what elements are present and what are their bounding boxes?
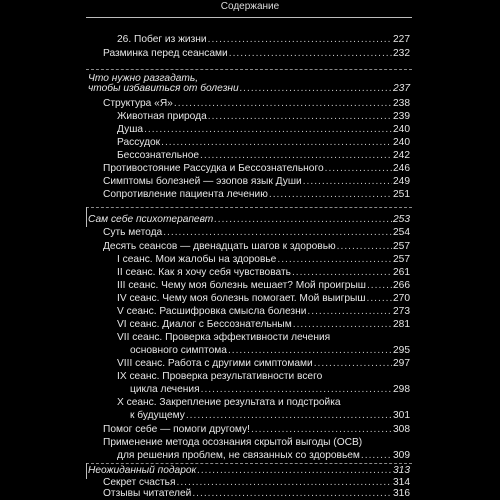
toc-page-number: 242	[393, 150, 410, 161]
toc-leader	[197, 465, 392, 477]
toc-page-number: 240	[393, 124, 410, 135]
toc-entry[interactable]	[117, 267, 410, 279]
toc-entry-title: для решения проблем, не связанных со здоровьем	[117, 450, 360, 461]
toc-page-number: 257	[393, 254, 410, 265]
toc-entry-title: Десять сеансов — двенадцать шагов к здоровью	[103, 241, 336, 252]
toc-entry-title: Душа	[117, 124, 144, 135]
toc-leader	[240, 83, 392, 95]
toc-page-number: 301	[393, 410, 410, 421]
toc-entry[interactable]	[103, 98, 410, 110]
toc-entry[interactable]	[117, 137, 410, 149]
toc-leader	[367, 280, 392, 292]
toc-entry[interactable]	[117, 358, 410, 370]
section-separator	[86, 207, 412, 208]
toc-leader	[251, 424, 392, 436]
section-bracket	[86, 207, 87, 227]
toc-page-number: 239	[393, 111, 410, 122]
toc-page-number: 308	[393, 424, 410, 435]
toc-entry-title: Разминка перед сеансами	[103, 48, 228, 59]
toc-entry[interactable]	[103, 163, 410, 175]
toc-entry[interactable]	[117, 150, 410, 162]
toc-entry-title: 26. Побег из жизни	[117, 34, 207, 45]
toc-entry[interactable]	[103, 424, 410, 436]
toc-leader	[367, 293, 393, 305]
toc-page-number: 295	[393, 345, 410, 356]
toc-leader	[192, 488, 392, 500]
toc-entry-title: Помог себе — помоги другому!	[103, 424, 250, 435]
toc-leader	[174, 98, 392, 110]
toc-page-number: 316	[393, 488, 410, 499]
toc-entry-title: Отзывы читателей	[103, 488, 192, 499]
toc-entry-title: Бессознательное	[117, 150, 200, 161]
toc-entry[interactable]	[103, 189, 410, 201]
toc-page-number: 237	[393, 83, 410, 94]
toc-leader	[361, 450, 392, 462]
toc-entry-title: VI сеанс. Диалог с Бессознательным	[117, 319, 292, 330]
toc-leader	[229, 48, 392, 60]
toc-entry[interactable]	[117, 450, 410, 462]
section-separator	[86, 69, 412, 70]
toc-leader	[277, 254, 392, 266]
toc-leader	[269, 189, 392, 201]
page-header: Содержание	[220, 1, 280, 12]
toc-entry-title: Животная природа	[117, 111, 207, 122]
toc-entry[interactable]	[117, 293, 410, 305]
toc-page-number: 314	[393, 477, 410, 488]
toc-entry[interactable]	[117, 34, 410, 46]
toc-page-number: 309	[393, 450, 410, 461]
toc-page-number: 240	[393, 137, 410, 148]
toc-entry-title: I сеанс. Мои жалобы на здоровье	[117, 254, 277, 265]
toc-page-number: 266	[393, 280, 410, 291]
section-title-row[interactable]	[88, 465, 410, 477]
toc-leader	[208, 111, 392, 123]
toc-entry-title[interactable]: IX сеанс. Проверка результативности всего	[117, 371, 323, 382]
toc-entry-title: Противостояние Рассудка и Бессознательного	[103, 163, 324, 174]
toc-leader	[337, 241, 392, 253]
toc-entry-title: II сеанс. Как я хочу себя чувствовать	[117, 267, 291, 278]
toc-leader	[293, 319, 392, 331]
toc-page-number: 246	[393, 163, 410, 174]
toc-entry-title: IV сеанс. Чему моя болезнь помогает. Мой выигрыш	[117, 293, 366, 304]
toc-leader	[314, 358, 392, 370]
toc-leader	[161, 137, 392, 149]
toc-page-number: 227	[393, 34, 410, 45]
toc-leader	[214, 214, 392, 226]
toc-leader	[201, 384, 392, 396]
toc-entry[interactable]	[103, 176, 410, 188]
toc-entry-title: III сеанс. Чему моя болезнь мешает? Мой проигрыш	[117, 280, 366, 291]
toc-entry-title: цикла лечения	[130, 384, 200, 395]
toc-leader	[163, 227, 392, 239]
toc-page-number: 238	[393, 98, 410, 109]
section-bracket	[86, 463, 87, 479]
toc-entry[interactable]	[130, 384, 410, 396]
toc-leader	[144, 124, 392, 136]
toc-entry[interactable]	[117, 254, 410, 266]
toc-entry-title: Симптомы болезней — эзопов язык Души	[103, 176, 302, 187]
toc-leader	[208, 34, 392, 46]
toc-entry[interactable]	[117, 306, 410, 318]
toc-entry-title[interactable]: VII сеанс. Проверка эффективности лечения	[117, 332, 331, 343]
toc-entry-title: Структура «Я»	[103, 98, 173, 109]
toc-leader	[292, 267, 392, 279]
toc-page-number: 257	[393, 241, 410, 252]
toc-page-number: 297	[393, 358, 410, 369]
toc-page-number: 298	[393, 384, 410, 395]
toc-page-number: 281	[393, 319, 410, 330]
toc-leader	[228, 345, 392, 357]
toc-entry[interactable]	[130, 345, 410, 357]
section-title: Неожиданный подарок	[88, 465, 197, 476]
toc-page-number: 313	[393, 465, 410, 476]
section-title[interactable]: Что нужно разгадать,	[88, 73, 199, 84]
toc-page-number: 254	[393, 227, 410, 238]
toc-page-number: 270	[393, 293, 410, 304]
section-title: чтобы избавиться от болезни	[88, 83, 239, 94]
header-rule	[86, 17, 412, 18]
toc-entry[interactable]	[117, 280, 410, 292]
toc-entry-title: к будущему	[130, 410, 185, 421]
toc-entry-title: Секрет счастья	[103, 477, 176, 488]
toc-entry-title: Суть метода	[103, 227, 163, 238]
toc-entry-title: основного симптома	[130, 345, 227, 356]
toc-entry-title[interactable]: Применение метода осознания скрытой выгоды (ОСВ)	[103, 437, 363, 448]
toc-entry-title: Сопротивление пациента лечению	[103, 189, 268, 200]
toc-entry[interactable]	[130, 410, 410, 422]
toc-entry[interactable]	[103, 241, 410, 253]
toc-page-number: 273	[393, 306, 410, 317]
section-separator	[86, 463, 412, 464]
section-title-row[interactable]	[88, 214, 410, 226]
toc-entry-title: Рассудок	[117, 137, 161, 148]
toc-page-number: 251	[393, 189, 410, 200]
toc-entry[interactable]	[103, 227, 410, 239]
toc-entry[interactable]	[103, 48, 410, 60]
toc-entry-title[interactable]: X сеанс. Закрепление результата и подстройка	[117, 397, 341, 408]
toc-entry-title: VIII сеанс. Работа с другими симптомами	[117, 358, 313, 369]
section-title-row[interactable]	[88, 83, 410, 95]
toc-page-number: 232	[393, 48, 410, 59]
toc-entry[interactable]	[103, 488, 410, 500]
toc-entry[interactable]	[117, 111, 410, 123]
toc-leader	[325, 163, 392, 175]
toc-entry-title: V сеанс. Расшифровка смысла болезни	[117, 306, 307, 317]
toc-entry[interactable]	[117, 124, 410, 136]
toc-page-number: 261	[393, 267, 410, 278]
toc-leader	[307, 306, 392, 318]
toc-page-number: 253	[393, 214, 410, 225]
section-title: Сам себе психотерапевт	[88, 214, 214, 225]
toc-leader	[200, 150, 392, 162]
toc-page-number: 249	[393, 176, 410, 187]
toc-leader	[186, 410, 392, 422]
toc-entry[interactable]	[117, 319, 410, 331]
toc-leader	[303, 176, 392, 188]
